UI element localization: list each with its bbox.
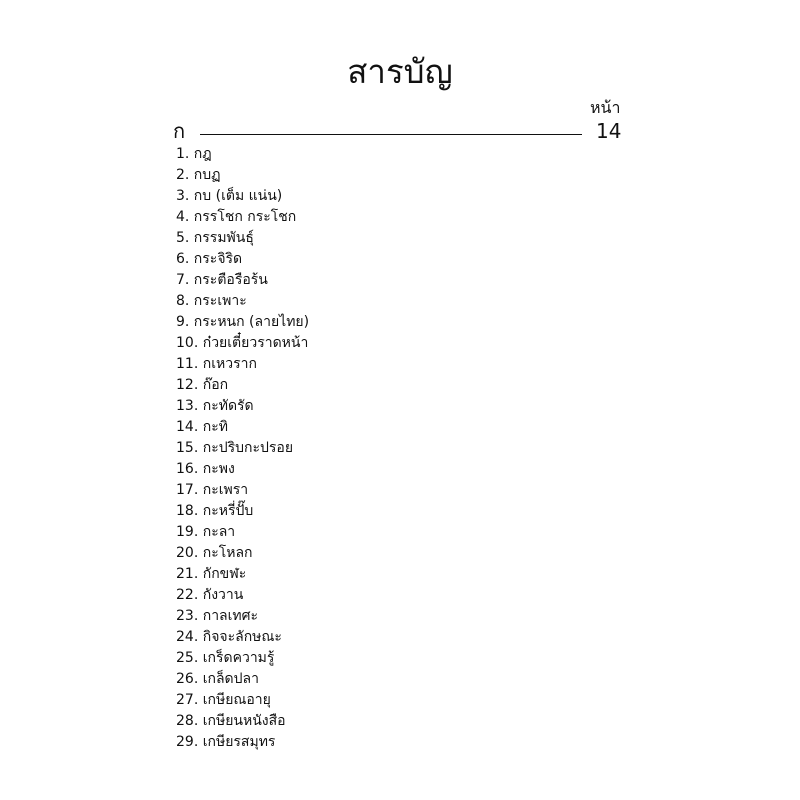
toc-entry: 13. กะทัดรัด	[176, 398, 254, 414]
toc-entry: 2. กบฏ	[176, 167, 221, 183]
toc-list	[176, 144, 309, 753]
section-letter: ก	[173, 119, 186, 143]
toc-entry: 6. กระจิริด	[176, 251, 243, 267]
toc-entry: 7. กระตือรือร้น	[176, 272, 268, 288]
toc-entry: 18. กะหรี่ปั๊บ	[176, 503, 254, 519]
toc-entry: 22. กังวาน	[176, 587, 244, 603]
toc-entry: 28. เกษียนหนังสือ	[176, 713, 286, 729]
page-title: สารบัญ	[347, 52, 453, 91]
toc-entry: 20. กะโหลก	[176, 545, 253, 561]
toc-entry: 21. กักขฬะ	[176, 566, 247, 582]
toc-entry: 19. กะลา	[176, 524, 236, 540]
toc-entry: 11. กเหวราก	[176, 356, 257, 372]
toc-entry: 24. กิจจะลักษณะ	[176, 629, 282, 645]
toc-entry: 4. กรรโชก กระโชก	[176, 209, 297, 225]
toc-entry: 23. กาลเทศะ	[176, 608, 259, 624]
toc-entry: 25. เกร็ดความรู้	[176, 650, 275, 666]
section-leader-line	[200, 134, 582, 135]
toc-entry: 17. กะเพรา	[176, 482, 249, 498]
toc-entry: 10. ก๋วยเตี๋ยวราดหน้า	[176, 335, 309, 351]
toc-entry: 15. กะปริบกะปรอย	[176, 440, 294, 456]
section-page-number: 14	[596, 119, 622, 143]
toc-entry: 26. เกล็ดปลา	[176, 671, 259, 687]
toc-entry: 1. กฎ	[176, 146, 212, 162]
toc-entry: 8. กระเพาะ	[176, 293, 247, 309]
toc-entry: 14. กะทิ	[176, 419, 228, 435]
toc-entry: 5. กรรมพันธุ์	[176, 230, 254, 246]
toc-entry: 29. เกษียรสมุทร	[176, 734, 276, 750]
toc-entry: 27. เกษียณอายุ	[176, 692, 271, 708]
page-column-label: หน้า	[590, 98, 621, 117]
toc-entry: 9. กระหนก (ลายไทย)	[176, 314, 310, 330]
toc-entry: 16. กะพง	[176, 461, 235, 477]
toc-entry: 3. กบ (เต็ม แน่น)	[176, 188, 283, 204]
toc-entry: 12. ก๊อก	[176, 377, 229, 393]
